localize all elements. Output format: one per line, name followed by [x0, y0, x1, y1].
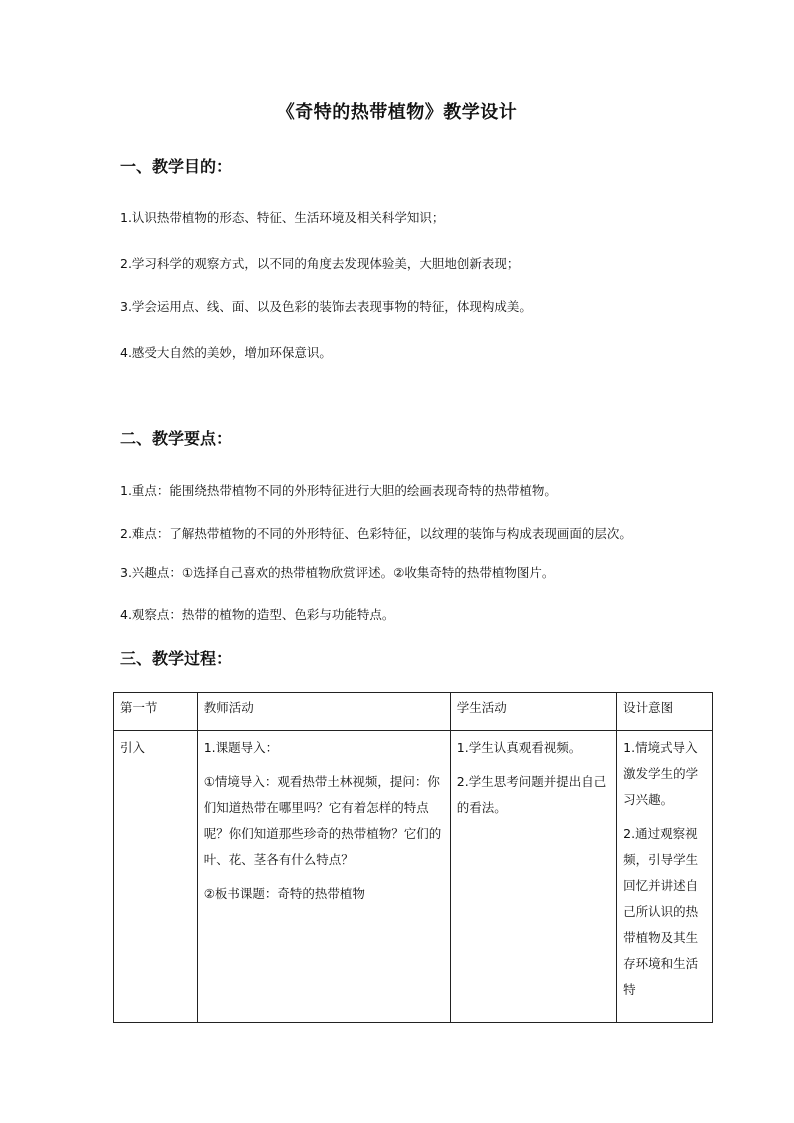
table-row	[114, 731, 713, 1023]
header-cell-teacher: 教师活动	[197, 693, 450, 731]
teacher-activity-text: 1.课题导入：	[203, 740, 279, 755]
objective-item: 2.学习科学的观察方式，以不同的角度去发现体验美，大胆地创新表现；	[120, 256, 520, 271]
design-intent-text: 2.通过观察视频，引导学生回忆并讲述自己所认识的热带植物及其生存环境和生活特	[623, 826, 699, 997]
document-title: 《奇特的热带植物》教学设计	[276, 102, 518, 123]
objective-item: 4.感受大自然的美妙，增加环保意识。	[120, 345, 332, 360]
header-cell-section: 第一节	[114, 693, 198, 731]
design-intent-text: 1.情境式导入激发学生的学习兴趣。	[623, 740, 699, 807]
key-point-item: 4.观察点：热带的植物的造型、色彩与功能特点。	[120, 607, 395, 622]
student-activity-text: 2.学生思考问题并提出自己的看法。	[456, 774, 607, 815]
student-activity-cell	[450, 731, 616, 1023]
stage-cell: 引入	[114, 731, 198, 1023]
objective-item: 1.认识热带植物的形态、特征、生活环境及相关科学知识；	[120, 210, 445, 225]
teacher-activity-text: ②板书课题：奇特的热带植物	[203, 886, 365, 901]
section-heading-key-points: 二、教学要点：	[120, 429, 233, 448]
table-header-row	[114, 693, 713, 731]
key-point-item: 2.难点：了解热带植物的不同的外形特征、色彩特征，以纹理的装饰与构成表现画面的层次。	[120, 526, 632, 541]
section-heading-process: 三、教学过程：	[120, 649, 233, 668]
header-cell-intent: 设计意图	[617, 693, 713, 731]
objective-item: 3.学会运用点、线、面、以及色彩的装饰去表现事物的特征，体现构成美。	[120, 299, 532, 314]
teacher-activity-text: ①情境导入：观看热带土林视频，提问：你们知道热带在哪里吗？它有着怎样的特点呢？你们知道那些珍奇的热带植物？它们的叶、花、茎各有什么特点？	[203, 774, 442, 867]
student-activity-text: 1.学生认真观看视频。	[456, 740, 582, 755]
teaching-process-table	[113, 692, 713, 1023]
design-intent-cell	[617, 731, 713, 1023]
header-cell-student: 学生活动	[450, 693, 616, 731]
teacher-activity-cell	[197, 731, 450, 1023]
section-heading-objectives: 一、教学目的：	[120, 157, 233, 176]
key-point-item: 1.重点：能围绕热带植物不同的外形特征进行大胆的绘画表现奇特的热带植物。	[120, 483, 557, 498]
key-point-item: 3.兴趣点：①选择自己喜欢的热带植物欣赏评述。②收集奇特的热带植物图片。	[120, 565, 555, 580]
